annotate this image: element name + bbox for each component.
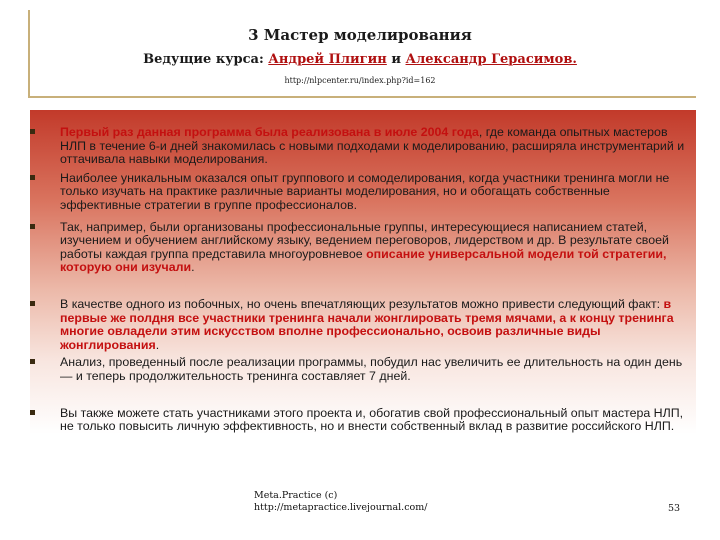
bullet-item [60,172,690,213]
bullet-item [60,126,690,167]
course-authors [0,52,720,67]
bullet-square-icon [30,410,35,415]
author-link-pligin[interactable]: Андрей Плигин [268,52,387,67]
bullet-text: . [155,337,160,352]
frame-horizontal-line [28,96,696,98]
authors-prefix: Ведущие курса: [143,52,269,67]
bullet-square-icon [30,301,35,306]
footer-credit-name: Meta.Practice (c) [254,490,338,501]
bullet-text: Вы также можете стать участниками этого проекта и, обогатив свой профессиональный опыт мастера НЛП, не только повысить личную эффективность, но и внести собственный вклад в развитие российского НЛП. [60,405,684,434]
page-number: 53 [668,503,681,514]
footer-credit-url[interactable]: http://metapractice.livejournal.com/ [254,502,428,513]
footer-credit [254,490,427,514]
bullet-item [60,356,690,383]
author-link-gerasimov[interactable]: Александр Герасимов. [405,52,577,67]
bullet-text: . [191,260,195,275]
bullet-list [60,126,690,434]
highlighted-text: в первые же полдня все участники тренинга начали жонглировать тремя мячами, а к концу тренинга многие овладели этим искусством вполне профессионально, освоив различные виды жонглирования [60,296,674,352]
authors-and: и [386,52,406,67]
bullet-item [60,407,690,434]
course-url[interactable]: http://nlpcenter.ru/index.php?id=162 [284,76,436,85]
bullet-text: Анализ, проведенный после реализации программы, побудил нас увеличить ее длительность на один день — и теперь продолжительность тренинга составляет 7 дней. [60,355,683,383]
highlighted-text: описание универсальной модели той стратегии, которую они изучали [60,246,667,275]
bullet-text: , где команда опытных мастеров НЛП в течение 6-и дней знакомилась с новыми подходами к моделированию, расширяла инструментарий и оттачивала навыки моделирования. [60,125,685,167]
highlighted-text: Первый раз данная программа была реализована в июле 2004 года [60,125,479,139]
slide-title: 3 Мастер моделирования [248,26,472,44]
bullet-item [60,221,690,275]
bullet-text: В качестве одного из побочных, но очень впечатляющих результатов можно привести следующий факт: [60,296,664,311]
bullet-square-icon [30,224,35,229]
bullet-square-icon [30,359,35,364]
bullet-item [60,298,690,352]
bullet-text: Наиболее уникальным оказался опыт группового и сомоделирования, когда участники тренинга могли не только изучать на практике различные варианты моделирования, но и обогащать собственные эффективные стратегии в группе профессионалов. [60,170,670,212]
bullet-square-icon [30,175,35,180]
bullet-square-icon [30,129,35,134]
bullet-text: Так, например, были организованы профессиональные группы, интересующиеся написанием статей, изучением и обучением английскому языку, ведением переговоров, лидерством и др. В результате своей работы каждая группа представила многоуровневое [60,219,669,261]
